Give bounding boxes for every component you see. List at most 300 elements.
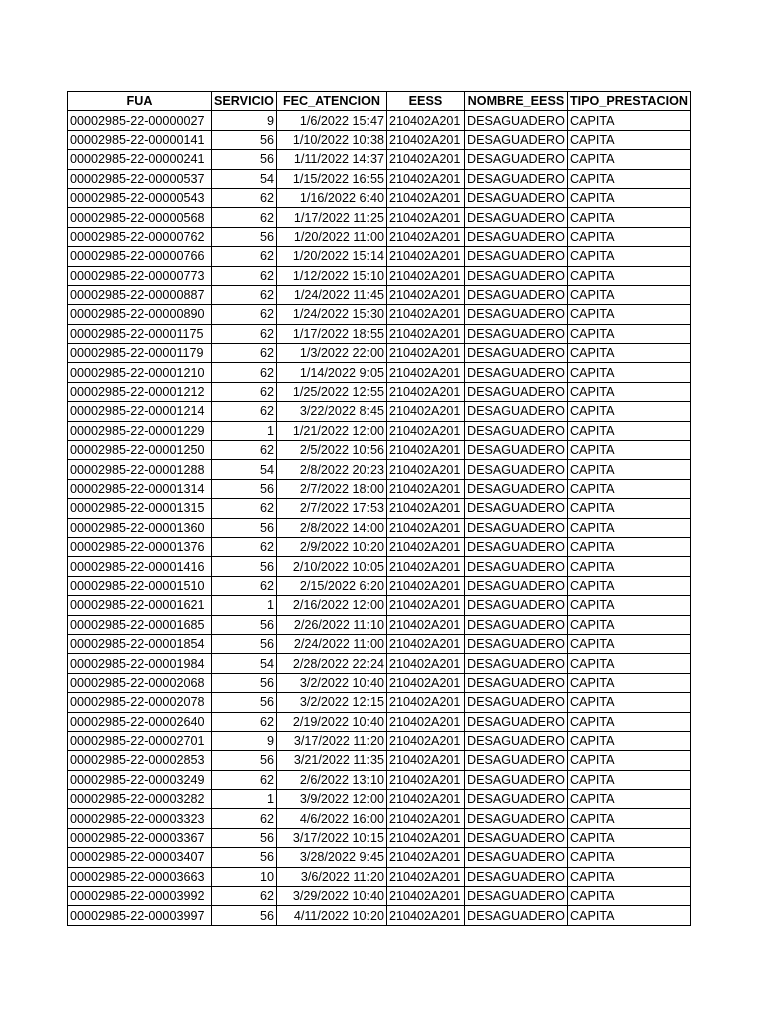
table-row bbox=[68, 150, 691, 169]
cell-eess: 210402A201 bbox=[386, 382, 464, 401]
cell-servicio: 62 bbox=[212, 576, 277, 595]
cell-servicio: 54 bbox=[212, 169, 277, 188]
cell-servicio: 62 bbox=[212, 402, 277, 421]
table-row bbox=[68, 809, 691, 828]
cell-servicio: 56 bbox=[212, 693, 277, 712]
cell-fua: 00002985-22-00001314 bbox=[68, 479, 212, 498]
cell-nombre-eess: DESAGUADERO bbox=[464, 596, 567, 615]
cell-nombre-eess: DESAGUADERO bbox=[464, 324, 567, 343]
cell-nombre-eess: DESAGUADERO bbox=[464, 673, 567, 692]
cell-fua: 00002985-22-00001416 bbox=[68, 557, 212, 576]
cell-tipo-prestacion: CAPITA bbox=[567, 828, 690, 847]
cell-nombre-eess: DESAGUADERO bbox=[464, 615, 567, 634]
cell-fua: 00002985-22-00002640 bbox=[68, 712, 212, 731]
cell-fec-atencion: 1/12/2022 15:10 bbox=[276, 266, 386, 285]
cell-fec-atencion: 3/29/2022 10:40 bbox=[276, 887, 386, 906]
cell-eess: 210402A201 bbox=[386, 421, 464, 440]
cell-fua: 00002985-22-00001212 bbox=[68, 382, 212, 401]
cell-tipo-prestacion: CAPITA bbox=[567, 518, 690, 537]
cell-fua: 00002985-22-00000543 bbox=[68, 188, 212, 207]
cell-eess: 210402A201 bbox=[386, 441, 464, 460]
cell-nombre-eess: DESAGUADERO bbox=[464, 731, 567, 750]
table-row bbox=[68, 247, 691, 266]
cell-fua: 00002985-22-00000241 bbox=[68, 150, 212, 169]
cell-fua: 00002985-22-00002078 bbox=[68, 693, 212, 712]
cell-servicio: 1 bbox=[212, 421, 277, 440]
cell-servicio: 1 bbox=[212, 790, 277, 809]
cell-fec-atencion: 2/19/2022 10:40 bbox=[276, 712, 386, 731]
cell-fua: 00002985-22-00003407 bbox=[68, 848, 212, 867]
cell-fec-atencion: 4/6/2022 16:00 bbox=[276, 809, 386, 828]
table-row bbox=[68, 693, 691, 712]
cell-fec-atencion: 2/24/2022 11:00 bbox=[276, 634, 386, 653]
cell-tipo-prestacion: CAPITA bbox=[567, 188, 690, 207]
table-row bbox=[68, 731, 691, 750]
cell-eess: 210402A201 bbox=[386, 615, 464, 634]
cell-servicio: 62 bbox=[212, 324, 277, 343]
cell-nombre-eess: DESAGUADERO bbox=[464, 867, 567, 886]
cell-eess: 210402A201 bbox=[386, 324, 464, 343]
cell-tipo-prestacion: CAPITA bbox=[567, 227, 690, 246]
cell-tipo-prestacion: CAPITA bbox=[567, 693, 690, 712]
cell-nombre-eess: DESAGUADERO bbox=[464, 751, 567, 770]
cell-fec-atencion: 1/10/2022 10:38 bbox=[276, 130, 386, 149]
cell-fec-atencion: 2/8/2022 14:00 bbox=[276, 518, 386, 537]
cell-eess: 210402A201 bbox=[386, 557, 464, 576]
table-row bbox=[68, 344, 691, 363]
cell-eess: 210402A201 bbox=[386, 790, 464, 809]
cell-fec-atencion: 1/25/2022 12:55 bbox=[276, 382, 386, 401]
table-row bbox=[68, 537, 691, 556]
cell-servicio: 9 bbox=[212, 731, 277, 750]
table-row bbox=[68, 188, 691, 207]
cell-eess: 210402A201 bbox=[386, 751, 464, 770]
cell-fua: 00002985-22-00000568 bbox=[68, 208, 212, 227]
cell-servicio: 56 bbox=[212, 634, 277, 653]
cell-fua: 00002985-22-00002701 bbox=[68, 731, 212, 750]
cell-nombre-eess: DESAGUADERO bbox=[464, 479, 567, 498]
cell-servicio: 56 bbox=[212, 906, 277, 925]
table-row bbox=[68, 285, 691, 304]
table-row bbox=[68, 266, 691, 285]
cell-nombre-eess: DESAGUADERO bbox=[464, 712, 567, 731]
cell-fua: 00002985-22-00001984 bbox=[68, 654, 212, 673]
cell-eess: 210402A201 bbox=[386, 111, 464, 130]
cell-fua: 00002985-22-00001854 bbox=[68, 634, 212, 653]
cell-fua: 00002985-22-00001510 bbox=[68, 576, 212, 595]
cell-nombre-eess: DESAGUADERO bbox=[464, 790, 567, 809]
cell-fec-atencion: 2/8/2022 20:23 bbox=[276, 460, 386, 479]
cell-eess: 210402A201 bbox=[386, 809, 464, 828]
cell-eess: 210402A201 bbox=[386, 402, 464, 421]
cell-fua: 00002985-22-00001229 bbox=[68, 421, 212, 440]
cell-tipo-prestacion: CAPITA bbox=[567, 537, 690, 556]
cell-tipo-prestacion: CAPITA bbox=[567, 576, 690, 595]
cell-eess: 210402A201 bbox=[386, 150, 464, 169]
cell-servicio: 56 bbox=[212, 557, 277, 576]
cell-fec-atencion: 1/24/2022 11:45 bbox=[276, 285, 386, 304]
cell-tipo-prestacion: CAPITA bbox=[567, 634, 690, 653]
table-row bbox=[68, 441, 691, 460]
cell-eess: 210402A201 bbox=[386, 596, 464, 615]
cell-eess: 210402A201 bbox=[386, 867, 464, 886]
cell-fua: 00002985-22-00001175 bbox=[68, 324, 212, 343]
cell-nombre-eess: DESAGUADERO bbox=[464, 363, 567, 382]
cell-tipo-prestacion: CAPITA bbox=[567, 382, 690, 401]
cell-eess: 210402A201 bbox=[386, 906, 464, 925]
cell-fec-atencion: 3/17/2022 11:20 bbox=[276, 731, 386, 750]
cell-nombre-eess: DESAGUADERO bbox=[464, 266, 567, 285]
table-row bbox=[68, 111, 691, 130]
cell-eess: 210402A201 bbox=[386, 344, 464, 363]
cell-tipo-prestacion: CAPITA bbox=[567, 790, 690, 809]
cell-nombre-eess: DESAGUADERO bbox=[464, 576, 567, 595]
cell-fec-atencion: 2/6/2022 13:10 bbox=[276, 770, 386, 789]
cell-fua: 00002985-22-00001214 bbox=[68, 402, 212, 421]
cell-fua: 00002985-22-00001315 bbox=[68, 499, 212, 518]
cell-fua: 00002985-22-00002068 bbox=[68, 673, 212, 692]
cell-nombre-eess: DESAGUADERO bbox=[464, 634, 567, 653]
cell-servicio: 56 bbox=[212, 518, 277, 537]
cell-servicio: 56 bbox=[212, 848, 277, 867]
cell-tipo-prestacion: CAPITA bbox=[567, 169, 690, 188]
cell-tipo-prestacion: CAPITA bbox=[567, 305, 690, 324]
cell-nombre-eess: DESAGUADERO bbox=[464, 111, 567, 130]
table-row bbox=[68, 421, 691, 440]
cell-eess: 210402A201 bbox=[386, 693, 464, 712]
table-row bbox=[68, 518, 691, 537]
table-row bbox=[68, 770, 691, 789]
table-row bbox=[68, 363, 691, 382]
cell-eess: 210402A201 bbox=[386, 130, 464, 149]
cell-fec-atencion: 1/20/2022 15:14 bbox=[276, 247, 386, 266]
cell-nombre-eess: DESAGUADERO bbox=[464, 770, 567, 789]
cell-fec-atencion: 1/15/2022 16:55 bbox=[276, 169, 386, 188]
cell-fua: 00002985-22-00003323 bbox=[68, 809, 212, 828]
cell-servicio: 62 bbox=[212, 499, 277, 518]
cell-nombre-eess: DESAGUADERO bbox=[464, 693, 567, 712]
cell-fec-atencion: 2/26/2022 11:10 bbox=[276, 615, 386, 634]
table-row bbox=[68, 130, 691, 149]
table-row bbox=[68, 751, 691, 770]
cell-fua: 00002985-22-00000773 bbox=[68, 266, 212, 285]
cell-eess: 210402A201 bbox=[386, 654, 464, 673]
cell-fec-atencion: 3/21/2022 11:35 bbox=[276, 751, 386, 770]
column-header-fec-atencion: FEC_ATENCION bbox=[276, 92, 386, 111]
cell-tipo-prestacion: CAPITA bbox=[567, 731, 690, 750]
cell-servicio: 62 bbox=[212, 712, 277, 731]
cell-fua: 00002985-22-00003663 bbox=[68, 867, 212, 886]
table-row bbox=[68, 790, 691, 809]
table-row bbox=[68, 169, 691, 188]
table-row bbox=[68, 382, 691, 401]
column-header-fua: FUA bbox=[68, 92, 212, 111]
cell-tipo-prestacion: CAPITA bbox=[567, 150, 690, 169]
cell-fua: 00002985-22-00001621 bbox=[68, 596, 212, 615]
cell-tipo-prestacion: CAPITA bbox=[567, 906, 690, 925]
cell-fua: 00002985-22-00000537 bbox=[68, 169, 212, 188]
cell-fec-atencion: 2/7/2022 18:00 bbox=[276, 479, 386, 498]
table-row bbox=[68, 867, 691, 886]
cell-servicio: 62 bbox=[212, 266, 277, 285]
cell-nombre-eess: DESAGUADERO bbox=[464, 150, 567, 169]
cell-tipo-prestacion: CAPITA bbox=[567, 479, 690, 498]
cell-tipo-prestacion: CAPITA bbox=[567, 111, 690, 130]
cell-fua: 00002985-22-00001179 bbox=[68, 344, 212, 363]
cell-fua: 00002985-22-00003249 bbox=[68, 770, 212, 789]
cell-servicio: 56 bbox=[212, 615, 277, 634]
cell-tipo-prestacion: CAPITA bbox=[567, 266, 690, 285]
cell-servicio: 56 bbox=[212, 751, 277, 770]
cell-fua: 00002985-22-00003367 bbox=[68, 828, 212, 847]
cell-eess: 210402A201 bbox=[386, 208, 464, 227]
cell-eess: 210402A201 bbox=[386, 576, 464, 595]
cell-eess: 210402A201 bbox=[386, 479, 464, 498]
cell-tipo-prestacion: CAPITA bbox=[567, 344, 690, 363]
cell-fec-atencion: 1/20/2022 11:00 bbox=[276, 227, 386, 246]
table-row bbox=[68, 848, 691, 867]
cell-servicio: 54 bbox=[212, 460, 277, 479]
cell-servicio: 62 bbox=[212, 887, 277, 906]
column-header-nombre-eess: NOMBRE_EESS bbox=[464, 92, 567, 111]
cell-eess: 210402A201 bbox=[386, 247, 464, 266]
cell-servicio: 62 bbox=[212, 344, 277, 363]
cell-nombre-eess: DESAGUADERO bbox=[464, 169, 567, 188]
cell-eess: 210402A201 bbox=[386, 285, 464, 304]
cell-nombre-eess: DESAGUADERO bbox=[464, 460, 567, 479]
table-body bbox=[68, 111, 691, 925]
cell-fec-atencion: 2/10/2022 10:05 bbox=[276, 557, 386, 576]
cell-eess: 210402A201 bbox=[386, 305, 464, 324]
cell-eess: 210402A201 bbox=[386, 537, 464, 556]
cell-servicio: 62 bbox=[212, 363, 277, 382]
cell-eess: 210402A201 bbox=[386, 169, 464, 188]
cell-eess: 210402A201 bbox=[386, 227, 464, 246]
cell-eess: 210402A201 bbox=[386, 460, 464, 479]
cell-tipo-prestacion: CAPITA bbox=[567, 615, 690, 634]
cell-nombre-eess: DESAGUADERO bbox=[464, 499, 567, 518]
cell-tipo-prestacion: CAPITA bbox=[567, 460, 690, 479]
table-row bbox=[68, 557, 691, 576]
cell-fua: 00002985-22-00001360 bbox=[68, 518, 212, 537]
cell-fec-atencion: 2/16/2022 12:00 bbox=[276, 596, 386, 615]
table-row bbox=[68, 460, 691, 479]
cell-nombre-eess: DESAGUADERO bbox=[464, 382, 567, 401]
cell-nombre-eess: DESAGUADERO bbox=[464, 518, 567, 537]
cell-tipo-prestacion: CAPITA bbox=[567, 208, 690, 227]
cell-fua: 00002985-22-00001250 bbox=[68, 441, 212, 460]
cell-tipo-prestacion: CAPITA bbox=[567, 751, 690, 770]
cell-tipo-prestacion: CAPITA bbox=[567, 809, 690, 828]
cell-tipo-prestacion: CAPITA bbox=[567, 499, 690, 518]
cell-nombre-eess: DESAGUADERO bbox=[464, 906, 567, 925]
cell-eess: 210402A201 bbox=[386, 634, 464, 653]
column-header-eess: EESS bbox=[386, 92, 464, 111]
cell-fua: 00002985-22-00000887 bbox=[68, 285, 212, 304]
cell-tipo-prestacion: CAPITA bbox=[567, 867, 690, 886]
cell-eess: 210402A201 bbox=[386, 518, 464, 537]
table-row bbox=[68, 324, 691, 343]
cell-tipo-prestacion: CAPITA bbox=[567, 130, 690, 149]
table-row bbox=[68, 305, 691, 324]
cell-nombre-eess: DESAGUADERO bbox=[464, 421, 567, 440]
cell-eess: 210402A201 bbox=[386, 887, 464, 906]
table-row bbox=[68, 712, 691, 731]
table-row bbox=[68, 596, 691, 615]
cell-fua: 00002985-22-00001210 bbox=[68, 363, 212, 382]
cell-fec-atencion: 1/16/2022 6:40 bbox=[276, 188, 386, 207]
cell-fec-atencion: 2/28/2022 22:24 bbox=[276, 654, 386, 673]
table-row bbox=[68, 828, 691, 847]
cell-servicio: 56 bbox=[212, 479, 277, 498]
cell-fec-atencion: 1/3/2022 22:00 bbox=[276, 344, 386, 363]
cell-tipo-prestacion: CAPITA bbox=[567, 712, 690, 731]
cell-fua: 00002985-22-00001685 bbox=[68, 615, 212, 634]
cell-tipo-prestacion: CAPITA bbox=[567, 441, 690, 460]
cell-fua: 00002985-22-00000141 bbox=[68, 130, 212, 149]
cell-servicio: 62 bbox=[212, 285, 277, 304]
cell-tipo-prestacion: CAPITA bbox=[567, 285, 690, 304]
table-row bbox=[68, 615, 691, 634]
cell-fec-atencion: 1/21/2022 12:00 bbox=[276, 421, 386, 440]
table-row bbox=[68, 227, 691, 246]
cell-servicio: 56 bbox=[212, 828, 277, 847]
cell-servicio: 62 bbox=[212, 305, 277, 324]
cell-fua: 00002985-22-00001376 bbox=[68, 537, 212, 556]
cell-nombre-eess: DESAGUADERO bbox=[464, 344, 567, 363]
cell-nombre-eess: DESAGUADERO bbox=[464, 130, 567, 149]
cell-fua: 00002985-22-00001288 bbox=[68, 460, 212, 479]
cell-servicio: 54 bbox=[212, 654, 277, 673]
cell-fec-atencion: 1/14/2022 9:05 bbox=[276, 363, 386, 382]
cell-fec-atencion: 1/24/2022 15:30 bbox=[276, 305, 386, 324]
cell-nombre-eess: DESAGUADERO bbox=[464, 557, 567, 576]
cell-servicio: 62 bbox=[212, 770, 277, 789]
cell-nombre-eess: DESAGUADERO bbox=[464, 402, 567, 421]
cell-fua: 00002985-22-00000766 bbox=[68, 247, 212, 266]
cell-fec-atencion: 3/28/2022 9:45 bbox=[276, 848, 386, 867]
cell-fua: 00002985-22-00000890 bbox=[68, 305, 212, 324]
table-row bbox=[68, 906, 691, 925]
cell-fec-atencion: 1/17/2022 11:25 bbox=[276, 208, 386, 227]
cell-tipo-prestacion: CAPITA bbox=[567, 887, 690, 906]
cell-servicio: 56 bbox=[212, 673, 277, 692]
cell-fec-atencion: 2/9/2022 10:20 bbox=[276, 537, 386, 556]
cell-fec-atencion: 3/6/2022 11:20 bbox=[276, 867, 386, 886]
cell-nombre-eess: DESAGUADERO bbox=[464, 887, 567, 906]
cell-tipo-prestacion: CAPITA bbox=[567, 673, 690, 692]
cell-tipo-prestacion: CAPITA bbox=[567, 654, 690, 673]
cell-nombre-eess: DESAGUADERO bbox=[464, 441, 567, 460]
data-table bbox=[67, 91, 691, 926]
cell-eess: 210402A201 bbox=[386, 828, 464, 847]
cell-fec-atencion: 3/9/2022 12:00 bbox=[276, 790, 386, 809]
cell-nombre-eess: DESAGUADERO bbox=[464, 227, 567, 246]
cell-eess: 210402A201 bbox=[386, 188, 464, 207]
cell-nombre-eess: DESAGUADERO bbox=[464, 285, 567, 304]
cell-eess: 210402A201 bbox=[386, 266, 464, 285]
cell-fec-atencion: 2/7/2022 17:53 bbox=[276, 499, 386, 518]
cell-fec-atencion: 2/15/2022 6:20 bbox=[276, 576, 386, 595]
cell-nombre-eess: DESAGUADERO bbox=[464, 809, 567, 828]
cell-fec-atencion: 1/17/2022 18:55 bbox=[276, 324, 386, 343]
table-header bbox=[68, 92, 691, 111]
cell-servicio: 62 bbox=[212, 382, 277, 401]
cell-servicio: 56 bbox=[212, 150, 277, 169]
cell-servicio: 62 bbox=[212, 537, 277, 556]
cell-tipo-prestacion: CAPITA bbox=[567, 402, 690, 421]
cell-servicio: 10 bbox=[212, 867, 277, 886]
cell-fec-atencion: 1/6/2022 15:47 bbox=[276, 111, 386, 130]
cell-tipo-prestacion: CAPITA bbox=[567, 363, 690, 382]
cell-eess: 210402A201 bbox=[386, 499, 464, 518]
cell-tipo-prestacion: CAPITA bbox=[567, 421, 690, 440]
cell-fec-atencion: 3/22/2022 8:45 bbox=[276, 402, 386, 421]
cell-servicio: 62 bbox=[212, 208, 277, 227]
cell-fec-atencion: 2/5/2022 10:56 bbox=[276, 441, 386, 460]
column-header-tipo-prestacion: TIPO_PRESTACION bbox=[567, 92, 690, 111]
cell-fua: 00002985-22-00003992 bbox=[68, 887, 212, 906]
cell-servicio: 62 bbox=[212, 441, 277, 460]
cell-servicio: 56 bbox=[212, 227, 277, 246]
cell-servicio: 62 bbox=[212, 188, 277, 207]
cell-fua: 00002985-22-00002853 bbox=[68, 751, 212, 770]
cell-eess: 210402A201 bbox=[386, 731, 464, 750]
cell-tipo-prestacion: CAPITA bbox=[567, 848, 690, 867]
cell-servicio: 62 bbox=[212, 247, 277, 266]
cell-tipo-prestacion: CAPITA bbox=[567, 770, 690, 789]
cell-eess: 210402A201 bbox=[386, 673, 464, 692]
cell-fua: 00002985-22-00000762 bbox=[68, 227, 212, 246]
cell-fua: 00002985-22-00003997 bbox=[68, 906, 212, 925]
cell-nombre-eess: DESAGUADERO bbox=[464, 247, 567, 266]
cell-fua: 00002985-22-00000027 bbox=[68, 111, 212, 130]
cell-nombre-eess: DESAGUADERO bbox=[464, 208, 567, 227]
cell-fec-atencion: 3/2/2022 10:40 bbox=[276, 673, 386, 692]
cell-fua: 00002985-22-00003282 bbox=[68, 790, 212, 809]
cell-eess: 210402A201 bbox=[386, 770, 464, 789]
header-row bbox=[68, 92, 691, 111]
table-row bbox=[68, 499, 691, 518]
cell-servicio: 62 bbox=[212, 809, 277, 828]
cell-nombre-eess: DESAGUADERO bbox=[464, 848, 567, 867]
table-row bbox=[68, 634, 691, 653]
cell-tipo-prestacion: CAPITA bbox=[567, 324, 690, 343]
cell-nombre-eess: DESAGUADERO bbox=[464, 537, 567, 556]
cell-eess: 210402A201 bbox=[386, 712, 464, 731]
cell-nombre-eess: DESAGUADERO bbox=[464, 188, 567, 207]
cell-servicio: 56 bbox=[212, 130, 277, 149]
table-row bbox=[68, 654, 691, 673]
table-row bbox=[68, 673, 691, 692]
column-header-servicio: SERVICIO bbox=[212, 92, 277, 111]
cell-fec-atencion: 3/17/2022 10:15 bbox=[276, 828, 386, 847]
cell-fec-atencion: 1/11/2022 14:37 bbox=[276, 150, 386, 169]
cell-nombre-eess: DESAGUADERO bbox=[464, 305, 567, 324]
cell-servicio: 1 bbox=[212, 596, 277, 615]
cell-tipo-prestacion: CAPITA bbox=[567, 247, 690, 266]
table-row bbox=[68, 208, 691, 227]
cell-nombre-eess: DESAGUADERO bbox=[464, 828, 567, 847]
cell-tipo-prestacion: CAPITA bbox=[567, 557, 690, 576]
cell-nombre-eess: DESAGUADERO bbox=[464, 654, 567, 673]
cell-eess: 210402A201 bbox=[386, 363, 464, 382]
table-row bbox=[68, 479, 691, 498]
table-row bbox=[68, 887, 691, 906]
table-row bbox=[68, 402, 691, 421]
table-row bbox=[68, 576, 691, 595]
cell-tipo-prestacion: CAPITA bbox=[567, 596, 690, 615]
